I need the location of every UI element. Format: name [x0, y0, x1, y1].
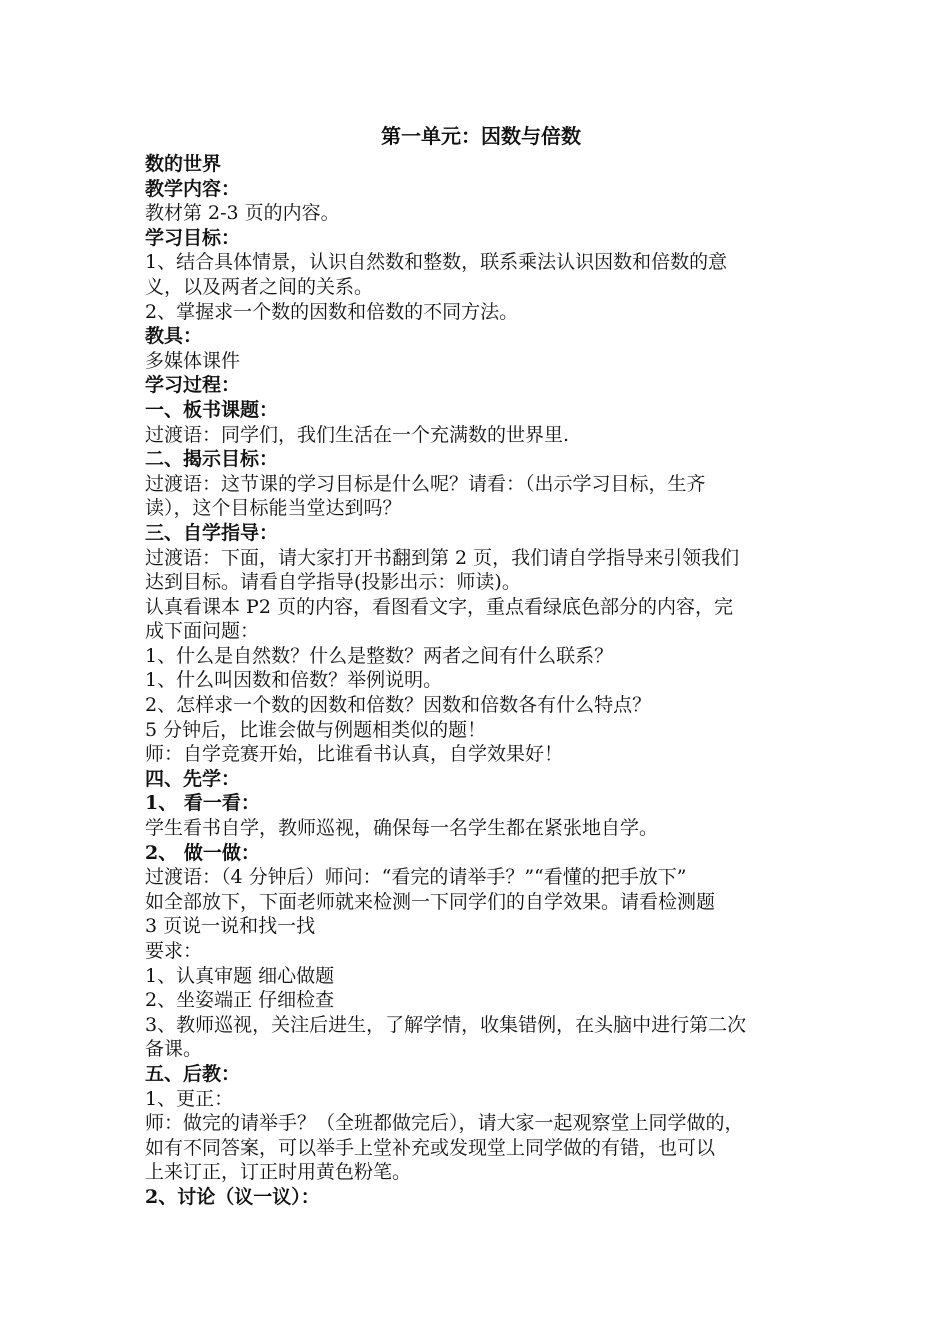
section-heading: 教学内容： — [145, 177, 241, 200]
section-heading: 2、 做一做： — [145, 841, 260, 864]
document-text — [145, 152, 817, 1210]
section-heading: 教具： — [145, 325, 203, 348]
text-line: 如全部放下，下面老师就来检测一下同学们的自学效果。请看检测题 — [145, 890, 716, 913]
section-heading: 数的世界 — [145, 153, 222, 175]
text-line: 要求： — [145, 940, 203, 962]
text-line: 1、什么叫因数和倍数？举例说明。 — [145, 669, 443, 692]
text-line: 1、什么是自然数？什么是整数？两者之间有什么联系？ — [145, 644, 614, 667]
section-heading: 2、讨论（议一议）： — [145, 1185, 320, 1208]
section-heading: 三、自学指导： — [145, 521, 279, 544]
section-heading: 1、 看一看： — [145, 792, 260, 815]
text-line: 多媒体课件 — [145, 349, 241, 372]
text-line: 学生看书自学，教师巡视，确保每一名学生都在紧张地自学。 — [145, 817, 659, 840]
section-heading: 一、板书课题： — [145, 398, 279, 421]
section-heading: 四、先学： — [145, 767, 241, 790]
text-line: 1、认真审题 细心做题 — [145, 964, 335, 987]
text-line: 2、怎样求一个数的因数和倍数？因数和倍数各有什么特点？ — [145, 694, 652, 717]
section-heading: 学习过程： — [145, 374, 241, 397]
text-line: 5 分钟后，比谁会做与例题相类似的题！ — [145, 718, 487, 741]
text-line: 1、更正： — [145, 1087, 234, 1110]
text-line: 3、教师巡视，关注后进生，了解学情，收集错例，在头脑中进行第二次 — [145, 1013, 747, 1036]
section-heading: 学习目标： — [145, 226, 241, 249]
text-line: 如有不同答案，可以举手上堂补充或发现堂上同学做的有错，也可以 — [145, 1136, 716, 1159]
text-line: 教材第 2-3 页的内容。 — [145, 202, 340, 225]
text-line: 师：自学竞赛开始，比谁看书认真，自学效果好！ — [145, 743, 564, 766]
text-line: 过渡语：同学们，我们生活在一个充满数的世界里. — [145, 423, 570, 446]
text-line: 1、结合具体情景，认识自然数和整数，联系乘法认识因数和倍数的意 — [145, 251, 728, 274]
section-heading: 五、后教： — [145, 1062, 241, 1085]
text-line: 上来订正，订正时用黄色粉笔。 — [145, 1161, 412, 1184]
text-line: 备课。 — [145, 1038, 203, 1061]
text-line: 过渡语：（4 分钟后）师问：“看完的请举手？”“看懂的把手放下” — [145, 866, 687, 889]
text-line: 2、掌握求一个数的因数和倍数的不同方法。 — [145, 300, 519, 323]
text-line: 读），这个目标能当堂达到吗？ — [145, 497, 402, 520]
text-line: 成下面问题： — [145, 620, 260, 643]
text-line: 2、坐姿端正 仔细检查 — [145, 989, 335, 1012]
document-body — [145, 120, 817, 1210]
text-line: 师：做完的请举手？（全班都做完后），请大家一起观察堂上同学做的， — [145, 1112, 744, 1135]
text-line: 认真看课本 P2 页的内容，看图看文字，重点看绿底色部分的内容，完 — [145, 595, 733, 618]
page-title: 第一单元：因数与倍数 — [381, 124, 581, 148]
text-line: 过渡语：这节课的学习目标是什么呢？请看：（出示学习目标，生齐 — [145, 472, 706, 495]
section-heading: 二、揭示目标： — [145, 448, 279, 471]
text-line: 过渡语：下面，请大家打开书翻到第 2 页，我们请自学指导来引领我们 — [145, 546, 740, 569]
text-line: 3 页说一说和找一找 — [145, 915, 316, 938]
text-line: 义，以及两者之间的关系。 — [145, 275, 374, 298]
text-line: 达到目标。请看自学指导(投影出示：师读)。 — [145, 571, 521, 594]
